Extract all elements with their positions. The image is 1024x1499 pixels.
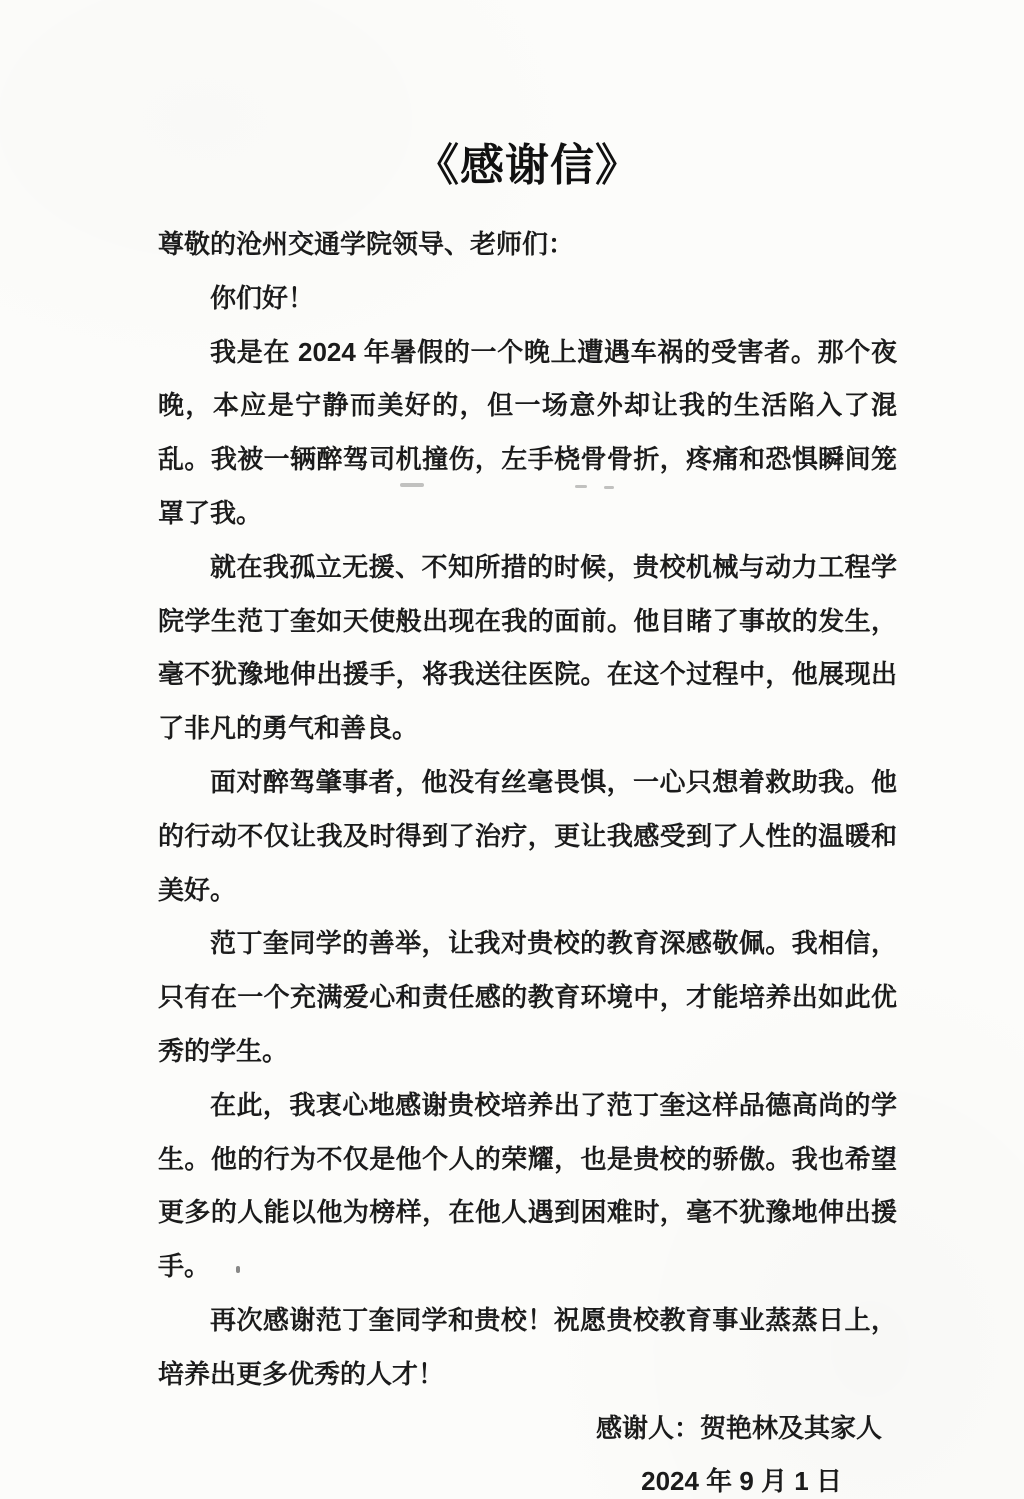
letter-paragraph: 再次感谢范丁奎同学和贵校！祝愿贵校教育事业蒸蒸日上，培养出更多优秀的人才！ — [158, 1304, 897, 1389]
letter-paragraph: 范丁奎同学的善举，让我对贵校的教育深感敬佩。我相信，只有在一个充满爱心和责任感的教育环境中，才能培养出如此优秀的学生。 — [158, 928, 897, 1066]
letter-paragraph: 面对醉驾肇事者，他没有丝毫畏惧，一心只想着救助我。他的行动不仅让我及时得到了治疗，更让我感受到了人性的温暖和美好。 — [158, 766, 897, 905]
letter-paragraph: 在此，我衷心地感谢贵校培养出了范丁奎这样品德高尚的学生。他的行为不仅是他个人的荣耀，也是贵校的骄傲。我也希望更多的人能以他为榜样，在他人遇到困难时，毫不犹豫地伸出援手。 — [158, 1089, 897, 1282]
letter-paragraph: 就在我孤立无援、不知所措的时候，贵校机械与动力工程学院学生范丁奎如天使般出现在我的面前。他目睹了事故的发生，毫不犹豫地伸出援手，将我送往医院。在这个过程中，他展现出了非凡的勇气和善良。 — [158, 551, 897, 744]
scan-artifact — [400, 483, 424, 487]
scan-artifact — [236, 1266, 240, 1273]
letter-body — [158, 218, 897, 1499]
scan-artifact — [604, 486, 614, 489]
signature-line: 感谢人：贺艳林及其家人 — [595, 1412, 882, 1443]
scan-artifact — [575, 485, 587, 488]
letter-paragraph: 我是在 2024 年暑假的一个晚上遭遇车祸的受害者。那个夜晚，本应是宁静而美好的，但一场意外却让我的生活陷入了混乱。我被一辆醉驾司机撞伤，左手桡骨骨折，疼痛和恐惧瞬间笼罩了我。 — [158, 336, 897, 528]
greeting: 你们好！ — [210, 282, 315, 313]
letter-title: 《感谢信》 — [415, 141, 640, 190]
salutation: 尊敬的沧州交通学院领导、老师们： — [158, 229, 575, 259]
date-line: 2024 年 9 月 1 日 — [641, 1466, 842, 1497]
